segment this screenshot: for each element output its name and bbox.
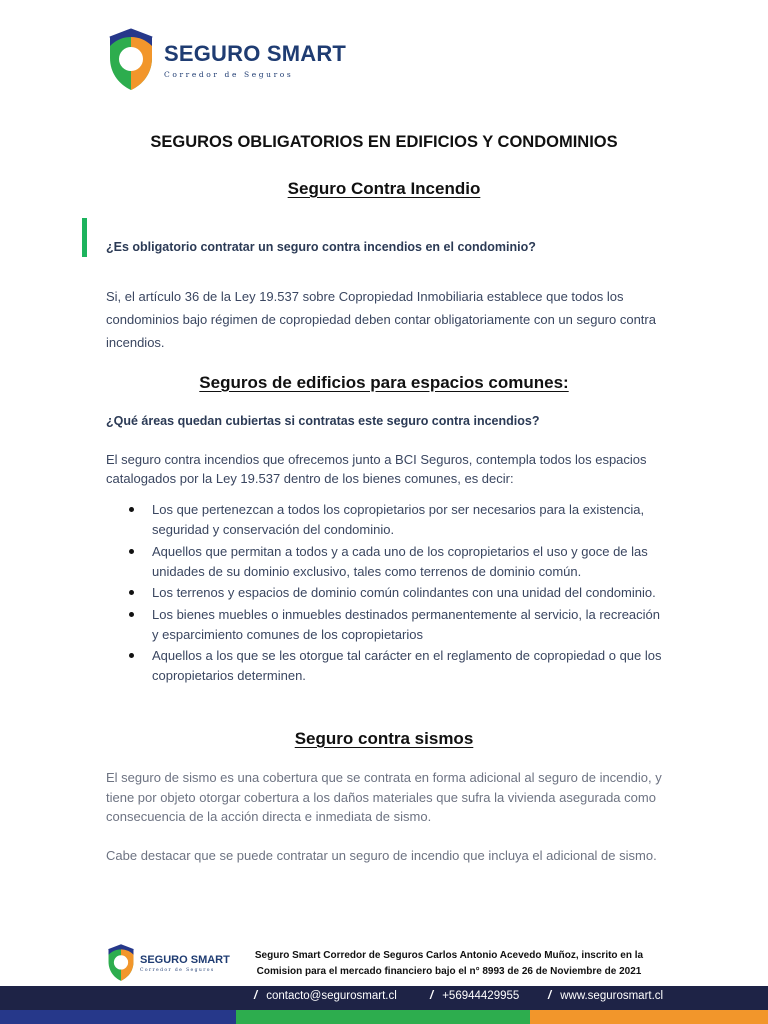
question-incendio: ¿Es obligatorio contratar un seguro contra incendios en el condominio? (106, 240, 536, 254)
footer-brand-subtitle: Corredor de Seguros (140, 967, 215, 973)
question-espacios: ¿Qué áreas quedan cubiertas si contratas este seguro contra incendios? (106, 414, 540, 428)
paragraph-sismos-2: Cabe destacar que se puede contratar un seguro de incendio que incluya el adicional de sismo. (106, 848, 657, 863)
section-heading-espacios: Seguros de edificios para espacios comunes: (199, 373, 569, 392)
bullet-icon (129, 549, 134, 554)
list-item-text: Los bienes muebles o inmuebles destinados permanentemente al servicio, la recreación y esparcimiento comunes de los copropietarios (152, 606, 661, 642)
footer-note-line: Comision para el mercado financiero bajo el n° 8993 de 26 de Noviembre de 2021 (256, 966, 642, 977)
separator: / (548, 990, 552, 1002)
list-item (124, 500, 664, 540)
list-item-text: Los terrenos y espacios de dominio común colindantes con una unidad del condominio. (152, 585, 656, 600)
stripe-green (236, 1010, 530, 1024)
brand-name: SEGURO SMART (164, 41, 347, 66)
list-item (124, 583, 664, 603)
website-link[interactable]: www.segurosmart.cl (560, 990, 664, 1002)
contact-phone[interactable] (430, 990, 519, 1002)
separator: / (254, 990, 258, 1002)
footer-legal-note (232, 948, 666, 980)
stripe-blue (0, 1010, 236, 1024)
answer-incendio: Si, el artículo 36 de la Ley 19.537 sobre Copropiedad Inmobiliaria establece que todos los condominios bajo régimen de copropiedad deben contar obligatoriamente con un seguro contra incendios. (106, 289, 656, 350)
document-title: SEGUROS OBLIGATORIOS EN EDIFICIOS Y CONDOMINIOS (150, 133, 618, 151)
list-item-text: Aquellos a los que se les otorgue tal carácter en el reglamento de copropiedad o que los copropietarios determinen. (152, 648, 662, 683)
contact-website[interactable] (548, 990, 663, 1002)
separator: / (430, 990, 434, 1002)
phone-link[interactable]: +56944429955 (442, 990, 520, 1002)
footer-logo (106, 944, 230, 982)
stripe-orange (530, 1010, 768, 1024)
header-logo (106, 28, 346, 92)
shield-logo-icon (106, 28, 156, 92)
brand-color-stripes (0, 1010, 768, 1024)
section-heading-incendio: Seguro Contra Incendio (287, 179, 481, 198)
contact-bar (0, 986, 768, 1010)
coverage-list (124, 500, 664, 688)
intro-espacios: El seguro contra incendios que ofrecemos junto a BCI Seguros, contempla todos los espacios catalogados por la Ley 19.537 dentro de los bienes comunes, es decir: (106, 452, 647, 486)
shield-logo-icon (106, 944, 136, 982)
accent-bar (82, 218, 87, 257)
list-item-text: Los que pertenezcan a todos los copropietarios por ser necesarios para la existencia, seguridad y conservación del condominio. (152, 502, 645, 537)
bullet-icon (129, 653, 134, 658)
bullet-icon (129, 507, 134, 512)
list-item-text: Aquellos que permitan a todos y a cada uno de los copropietarios el uso y goce de las unidades de su dominio exclusivo, tales como terrenos de dominio común. (152, 543, 648, 579)
section-heading-sismos: Seguro contra sismos (294, 729, 474, 748)
footer-brand-name: SEGURO SMART (140, 953, 230, 966)
list-item (124, 605, 664, 645)
footer-note-line: Seguro Smart Corredor de Seguros Carlos Antonio Acevedo Muñoz, inscrito en la (254, 950, 644, 961)
list-item (124, 646, 664, 686)
bullet-icon (129, 612, 134, 617)
contact-email[interactable] (254, 990, 397, 1002)
list-item (124, 542, 664, 582)
brand-subtitle: Corredor de Seguros (164, 70, 294, 79)
email-link[interactable]: contacto@segurosmart.cl (266, 990, 397, 1002)
paragraph-sismos-1: El seguro de sismo es una cobertura que se contrata en forma adicional al seguro de incendio, y tiene por objeto otorgar cobertura a los daños materiales que sufra la vivienda asegurada como consecuencia de la acción directa e inmediata de sismo. (106, 770, 662, 824)
bullet-icon (129, 590, 134, 595)
